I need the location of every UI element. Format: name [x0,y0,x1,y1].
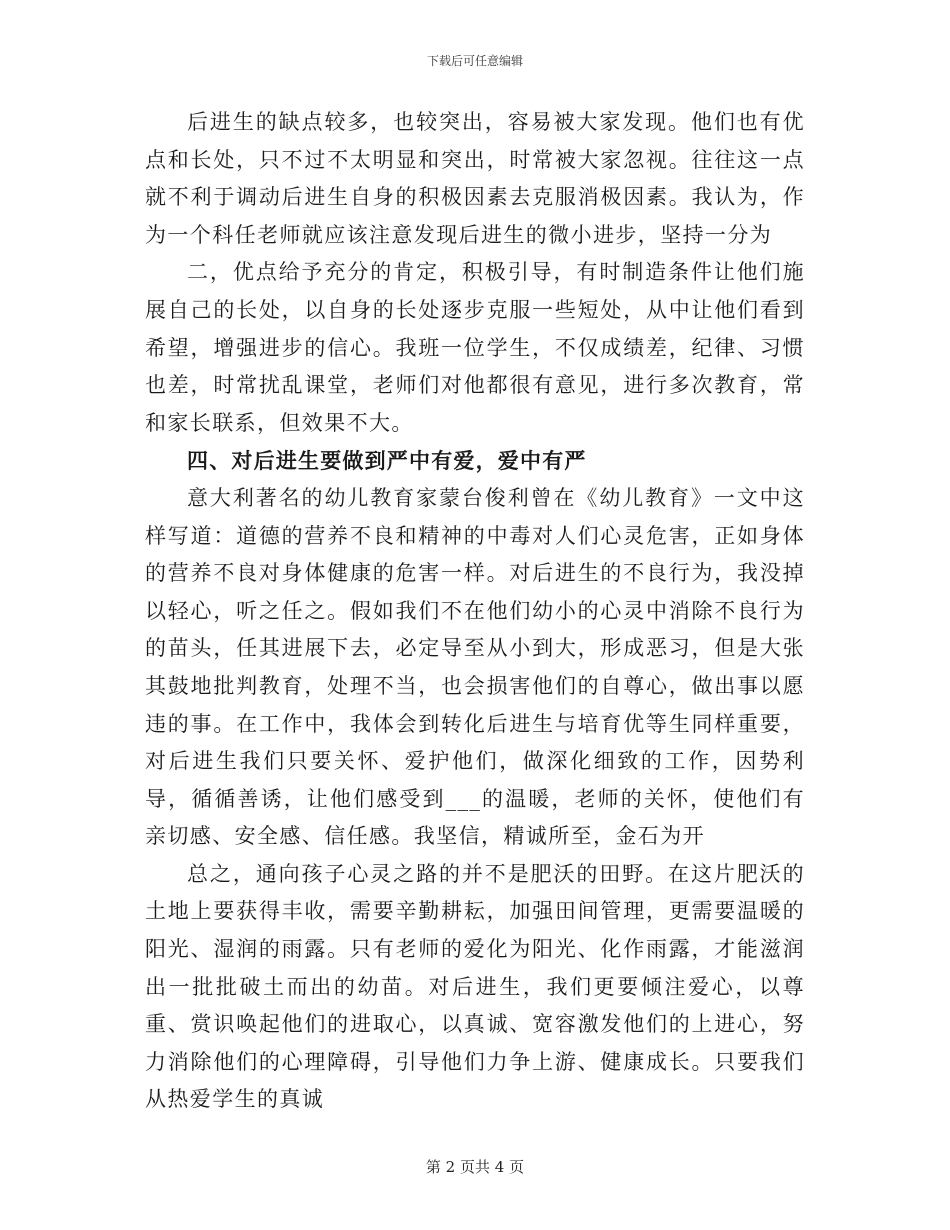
document-body [145,104,805,1119]
paragraph-3: 意大利著名的幼儿教育家蒙台俊利曾在《幼儿教育》一文中这样写道：道德的营养不良和精神的中毒对人们心灵危害，正如身体的营养不良对身体健康的危害一样。对后进生的不良行为，我没掉以轻心，听之任之。假如我们不在他们幼小的心灵中消除不良行为的苗头，任其进展下去，必定导至从小到大，形成恶习，但是大张其鼓地批判教育，处理不当，也会损害他们的自尊心，做出事以愿违的事。在工作中，我体会到转化后进生与培育优等生同样重要，对后进生我们只要关怀、爱护他们，做深化细致的工作，因势利导，循循善诱，让他们感受到___的温暖，老师的关怀，使他们有亲切感、安全感、信任感。我坚信，精诚所至，金石为开 [145,485,805,849]
section-heading-4: 四、对后进生要做到严中有爱，爱中有严 [187,448,587,474]
paragraph-4: 总之，通向孩子心灵之路的并不是肥沃的田野。在这片肥沃的土地上要获得丰收，需要辛勤耕耘，加强田间管理，更需要温暖的阳光、湿润的雨露。只有老师的爱化为阳光、化作雨露，才能滋润出一批批破土而出的幼苗。对后进生，我们更要倾注爱心，以尊重、赏识唤起他们的进取心，以真诚、宽容激发他们的上进心，努力消除他们的心理障碍，引导他们力争上游、健康成长。只要我们从热爱学生的真诚 [145,861,805,1112]
page-header: 下载后可任意编辑 [426,54,523,68]
page-number: 第 2 页共 4 页 [425,1158,525,1176]
paragraph-2: 二，优点给予充分的肯定，积极引导，有时制造条件让他们施展自己的长处，以自身的长处逐步克服一些短处，从中让他们看到希望，增强进步的信心。我班一位学生，不仅成绩差，纪律、习惯也差，时常扰乱课堂，老师们对他都很有意见，进行多次教育，常和家长联系，但效果不大。 [145,260,805,435]
paragraph-1: 后进生的缺点较多，也较突出，容易被大家发现。他们也有优点和长处，只不过不太明显和突出，时常被大家忽视。往往这一点就不利于调动后进生自身的积极因素去克服消极因素。我认为，作为一个科任老师就应该注意发现后进生的微小进步，坚持一分为 [145,110,805,247]
